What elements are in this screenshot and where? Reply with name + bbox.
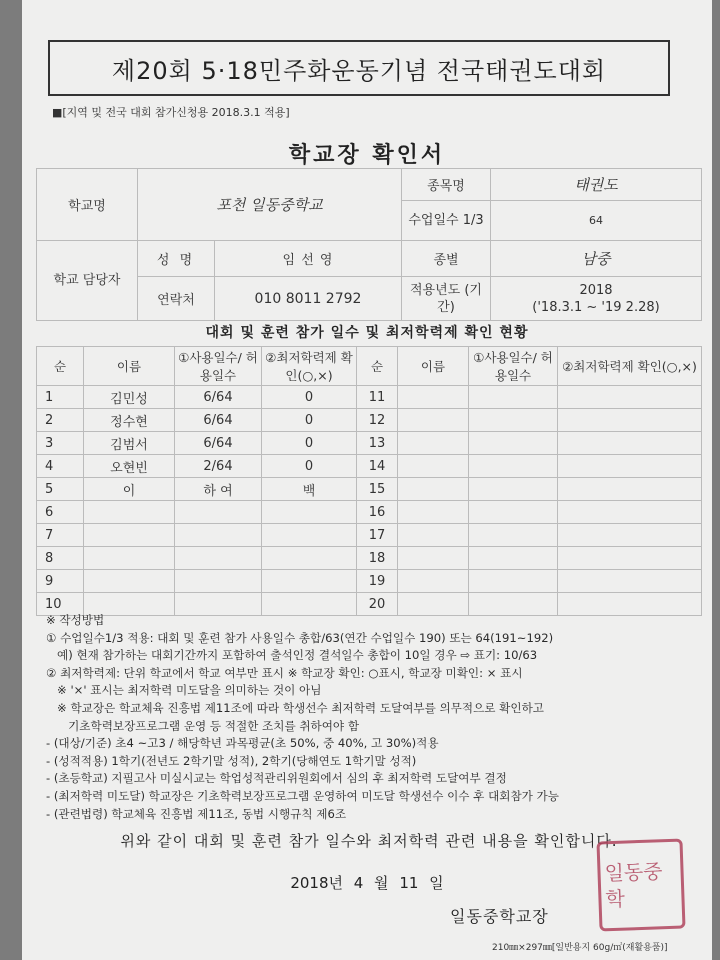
roster-row [37,386,702,409]
writing-guide [46,612,696,823]
roster-cell-check [262,501,357,524]
gender-label: 종별 [402,241,491,277]
roster-cell-n: 2 [37,409,84,432]
event-title: 제20회 5·18민주화운동기념 전국태권도대회 [111,56,607,85]
guide-line: ※ '×' 표시는 최저학력 미도달을 의미하는 것이 아님 [46,683,322,698]
roster-cell-days2 [469,570,558,593]
roster-cell-n2: 18 [357,547,398,570]
roster-cell-check2 [558,432,702,455]
roster-cell-n: 7 [37,524,84,547]
roster-cell-n: 3 [37,432,84,455]
roster-cell-n2: 19 [357,570,398,593]
paper-spec-footer: 210㎜×297㎜[일반용지 60g/㎡(재활용품)] [492,943,668,953]
guide-line: ① 수업일수1/3 적용: 대회 및 훈련 참가 사용일수 총합/63(연간 수업일수 190) 또는 64(191~192) [46,630,554,645]
roster-cell-name2 [398,501,469,524]
roster-cell-name: 이 [84,478,175,501]
roster-cell-check [262,524,357,547]
roster-cell-n2: 20 [357,593,398,616]
roster-row [37,547,702,570]
year-cell [491,277,702,321]
guide-line: - (관련법령) 학교체육 진흥법 제11조, 동법 시행규칙 제6조 [46,806,347,821]
roster-row [37,478,702,501]
roster-cell-check2 [558,455,702,478]
year-value: 2018 [579,282,613,298]
roster-cell-name2 [398,547,469,570]
event-value: 태권도 [491,169,702,201]
roster-cell-name [84,501,175,524]
roster-cell-name: 김범서 [84,432,175,455]
roster-cell-days: 6/64 [175,386,262,409]
guide-line: - (대상/기준) 초4 ~고3 / 해당학년 과목평균(초 50%, 중 40%, 고 30%)적용 [46,736,439,751]
roster-cell-name [84,547,175,570]
notice-line: ■[지역 및 전국 대회 참가신청용 2018.3.1 적용] [52,106,290,119]
gender-value: 남중 [491,241,702,277]
roster-cell-check: 0 [262,455,357,478]
roster-cell-days: 하 여 [175,478,262,501]
roster-cell-check2 [558,386,702,409]
roster-cell-days: 6/64 [175,432,262,455]
roster-cell-days [175,524,262,547]
col-header: 순 [37,347,84,386]
col-header: ②최저학력제 확인(○,×) [262,347,357,386]
roster-cell-name: 정수현 [84,409,175,432]
roster-cell-n: 10 [37,593,84,616]
days-label: 수업일수 1/3 [402,201,491,241]
guide-line: ※ 작성방법 [46,613,105,627]
guide-line: 예) 현재 참가하는 대회기간까지 포함하여 출석인정 결석일수 총합이 10일 경우 ⇨ 표기: 10/63 [46,648,538,663]
event-title-box [48,40,670,96]
guide-line: - (성적적용) 1학기(전년도 2학기말 성적), 2학기(당해연도 1학기말 성적) [46,753,417,768]
guide-line: ※ 학교장은 학교체육 진흥법 제11조에 따라 학생선수 최저학력 도달여부를 의무적으로 확인하고 [46,700,544,715]
roster-row [37,501,702,524]
document-page [22,0,712,960]
col-header: ①사용일수/ 허용일수 [175,347,262,386]
year-label: 적용년도 (기간) [402,277,491,321]
contact-value: 010 8011 2792 [215,277,402,321]
roster-cell-days [175,501,262,524]
roster-cell-n: 9 [37,570,84,593]
staff-label: 학교 담당자 [37,241,138,321]
roster-cell-check: 0 [262,409,357,432]
roster-cell-n: 5 [37,478,84,501]
roster-cell-days2 [469,455,558,478]
roster-cell-check [262,547,357,570]
roster-cell-name [84,524,175,547]
roster-cell-days [175,547,262,570]
days-value: 64 [491,201,702,241]
roster-cell-name2 [398,524,469,547]
roster-cell-days2 [469,386,558,409]
roster-cell-days2 [469,409,558,432]
seal-text: 일동중학 [604,859,663,912]
col-header: ①사용일수/ 허용일수 [469,347,558,386]
roster-cell-n: 6 [37,501,84,524]
school-info-table [36,168,702,321]
roster-cell-name2 [398,455,469,478]
roster-cell-check2 [558,409,702,432]
roster-cell-check2 [558,478,702,501]
roster-cell-check2 [558,547,702,570]
name-label: 성 명 [138,241,215,277]
col-header: ②최저학력제 확인(○,×) [558,347,702,386]
name-value: 임 선 영 [215,241,402,277]
roster-cell-days2 [469,478,558,501]
status-title: 대회 및 훈련 참가 일수 및 최저학력제 확인 현황 [205,325,529,341]
principal-signature: 일동중학교장 [450,907,549,926]
guide-line: - (최저학력 미도달) 학교장은 기초학력보장프로그램 운영하여 미도달 학생선수 이수 후 대회참가 가능 [46,788,559,803]
roster-cell-n: 1 [37,386,84,409]
roster-cell-name2 [398,386,469,409]
roster-cell-check: 백 [262,478,357,501]
guide-line: 기초학력보장프로그램 운영 등 적절한 조치를 취하여야 함 [46,718,360,733]
roster-cell-days2 [469,432,558,455]
period-value: ('18.3.1 ~ '19 2.28) [532,299,660,315]
roster-cell-n2: 11 [357,386,398,409]
roster-cell-check: 0 [262,386,357,409]
confirmation-statement: 위와 같이 대회 및 훈련 참가 일수와 최저학력 관련 내용을 확인합니다. [120,832,618,850]
col-header: 이름 [398,347,469,386]
roster-cell-n: 8 [37,547,84,570]
document-title: 학교장 확인서 [288,143,446,168]
roster-cell-check2 [558,524,702,547]
roster-cell-days2 [469,524,558,547]
roster-row [37,432,702,455]
roster-cell-name2 [398,570,469,593]
roster-cell-name2 [398,409,469,432]
roster-header-row [37,347,702,386]
roster-cell-check [262,570,357,593]
roster-cell-check2 [558,570,702,593]
roster-cell-name2 [398,478,469,501]
event-label: 종목명 [402,169,491,201]
contact-label: 연락처 [138,277,215,321]
roster-cell-n2: 13 [357,432,398,455]
roster-cell-n2: 17 [357,524,398,547]
col-header: 순 [357,347,398,386]
school-label: 학교명 [37,169,138,241]
col-header: 이름 [84,347,175,386]
roster-row [37,570,702,593]
roster-row [37,409,702,432]
roster-row [37,455,702,478]
roster-cell-n2: 16 [357,501,398,524]
roster-cell-name2 [398,432,469,455]
guide-line: ② 최저학력제: 단위 학교에서 학교 여부만 표시 ※ 학교장 확인: ○표시, 학교장 미확인: × 표시 [46,665,523,680]
roster-cell-days: 6/64 [175,409,262,432]
roster-cell-check: 0 [262,432,357,455]
school-seal-stamp [596,839,685,932]
roster-cell-n: 4 [37,455,84,478]
roster-table [36,346,702,616]
roster-cell-n2: 12 [357,409,398,432]
roster-cell-days2 [469,501,558,524]
roster-cell-days2 [469,547,558,570]
roster-cell-name [84,570,175,593]
issue-date: 2018년 4 월 11 일 [290,874,444,892]
roster-cell-check2 [558,501,702,524]
roster-cell-days [175,570,262,593]
guide-line: - (초등학교) 지필고사 미실시교는 학업성적관리위원회에서 심의 후 최저학력 도달여부 결정 [46,771,507,786]
roster-row [37,524,702,547]
roster-cell-name: 오현빈 [84,455,175,478]
roster-cell-n2: 15 [357,478,398,501]
roster-cell-name: 김민성 [84,386,175,409]
roster-cell-n2: 14 [357,455,398,478]
roster-cell-days: 2/64 [175,455,262,478]
school-value: 포천 일동중학교 [138,169,402,241]
